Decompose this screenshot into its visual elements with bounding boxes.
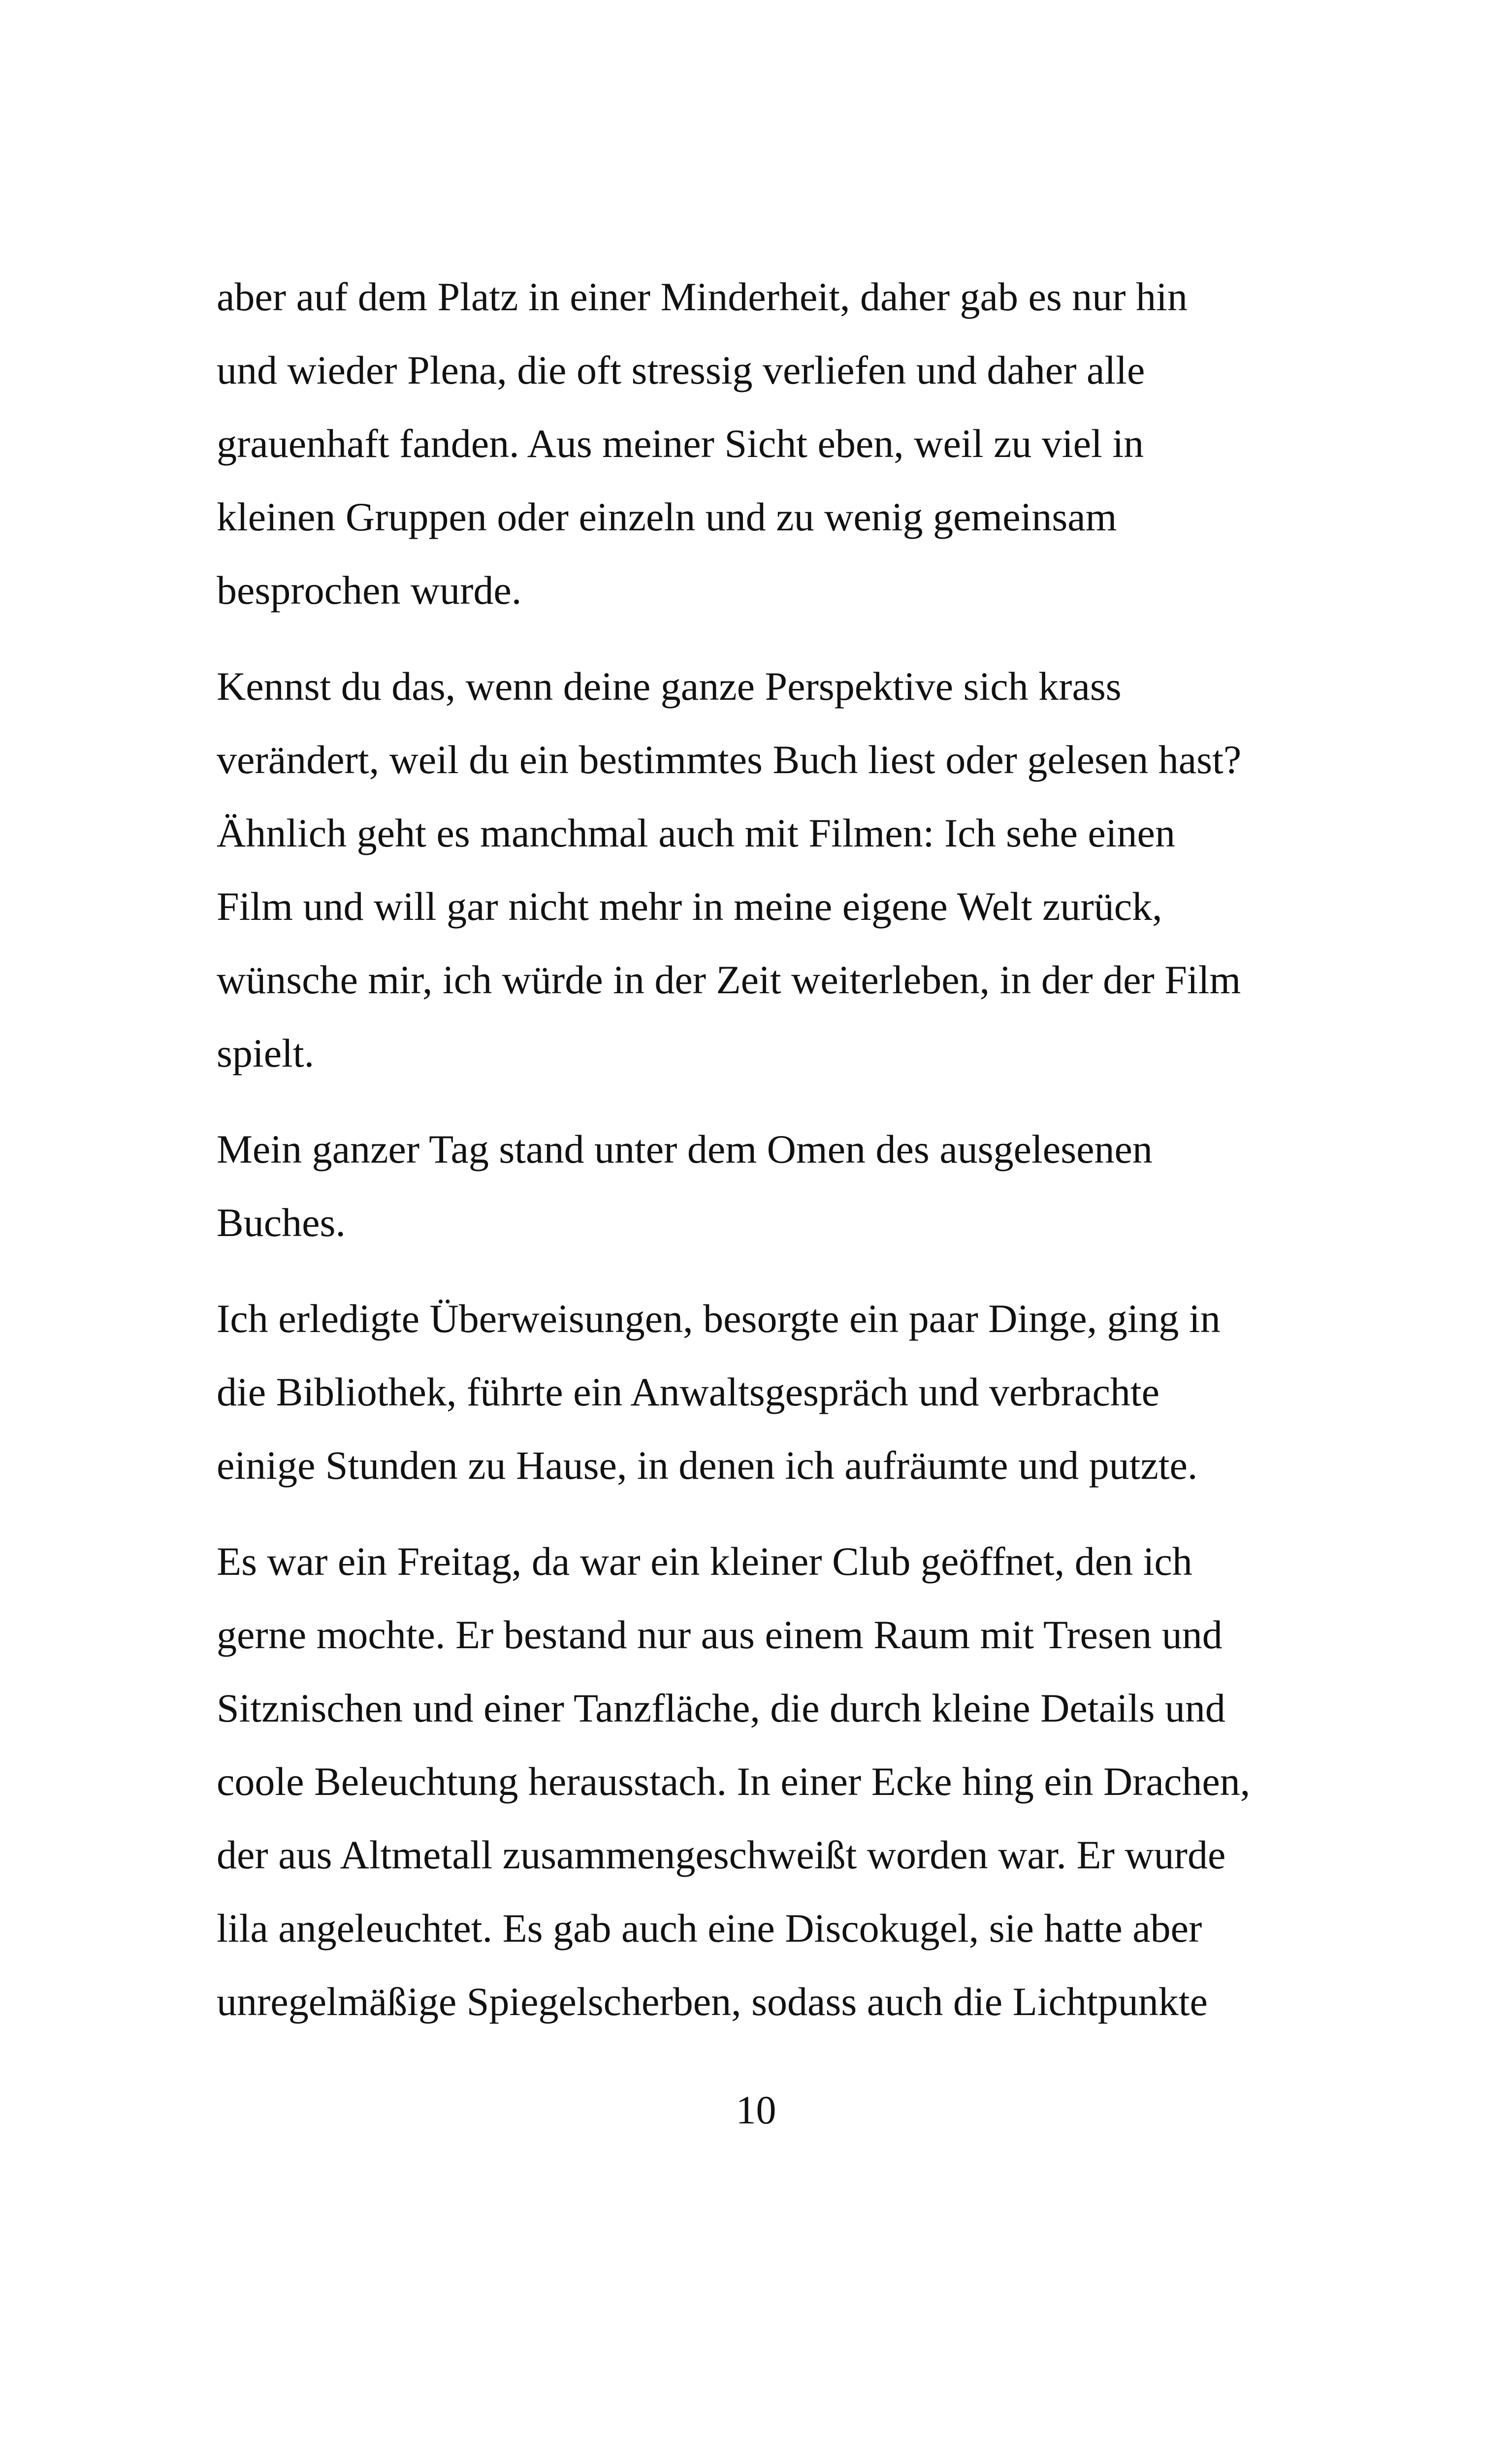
body-text — [217, 260, 1329, 2061]
text-line: Buches. — [217, 1200, 346, 1245]
text-line: der aus Altmetall zusammengeschweißt worden war. Er wurde — [217, 1832, 1226, 1877]
text-line: gerne mochte. Er bestand nur aus einem Raum mit Tresen und — [217, 1612, 1222, 1657]
text-line: grauenhaft fanden. Aus meiner Sicht eben, weil zu viel in — [217, 421, 1144, 466]
text-line: Mein ganzer Tag stand unter dem Omen des ausgelesenen — [217, 1127, 1153, 1172]
text-line: einige Stunden zu Hause, in denen ich aufräumte und putzte. — [217, 1443, 1198, 1488]
text-line: coole Beleuchtung herausstach. In einer Ecke hing ein Drachen, — [217, 1759, 1251, 1804]
paragraph-2 — [217, 650, 1329, 1090]
text-line: Ähnlich geht es manchmal auch mit Filmen: Ich sehe einen — [217, 811, 1175, 855]
text-line: aber auf dem Platz in einer Minderheit, daher gab es nur hin — [217, 274, 1188, 319]
page-number: 10 — [736, 2087, 776, 2132]
text-line: lila angeleuchtet. Es gab auch eine Discokugel, sie hatte aber — [217, 1906, 1202, 1951]
text-line: verändert, weil du ein bestimmtes Buch liest oder gelesen hast? — [217, 737, 1242, 782]
text-line: wünsche mir, ich würde in der Zeit weiterleben, in der der Film — [217, 957, 1241, 1002]
text-line: Es war ein Freitag, da war ein kleiner Club geöffnet, den ich — [217, 1539, 1192, 1584]
text-line: Sitznischen und einer Tanzfläche, die durch kleine Details und — [217, 1686, 1225, 1730]
text-line: Ich erledigte Überweisungen, besorgte ein paar Dinge, ging in — [217, 1296, 1221, 1341]
text-line: Kennst du das, wenn deine ganze Perspektive sich krass — [217, 664, 1122, 709]
text-line: kleinen Gruppen oder einzeln und zu wenig gemeinsam — [217, 494, 1117, 539]
text-line: und wieder Plena, die oft stressig verliefen und daher alle — [217, 348, 1145, 392]
text-line: die Bibliothek, führte ein Anwaltsgespräch und verbrachte — [217, 1369, 1160, 1414]
text-line: besprochen wurde. — [217, 568, 522, 613]
paragraph-5 — [217, 1525, 1329, 2038]
text-line: unregelmäßige Spiegelscherben, sodass auch die Lichtpunkte — [217, 1979, 1208, 2024]
text-line: spielt. — [217, 1031, 315, 1075]
paragraph-4 — [217, 1282, 1329, 1502]
paragraph-1 — [217, 260, 1329, 627]
text-line: Film und will gar nicht mehr in meine eigene Welt zurück, — [217, 884, 1162, 929]
paragraph-3 — [217, 1112, 1329, 1259]
